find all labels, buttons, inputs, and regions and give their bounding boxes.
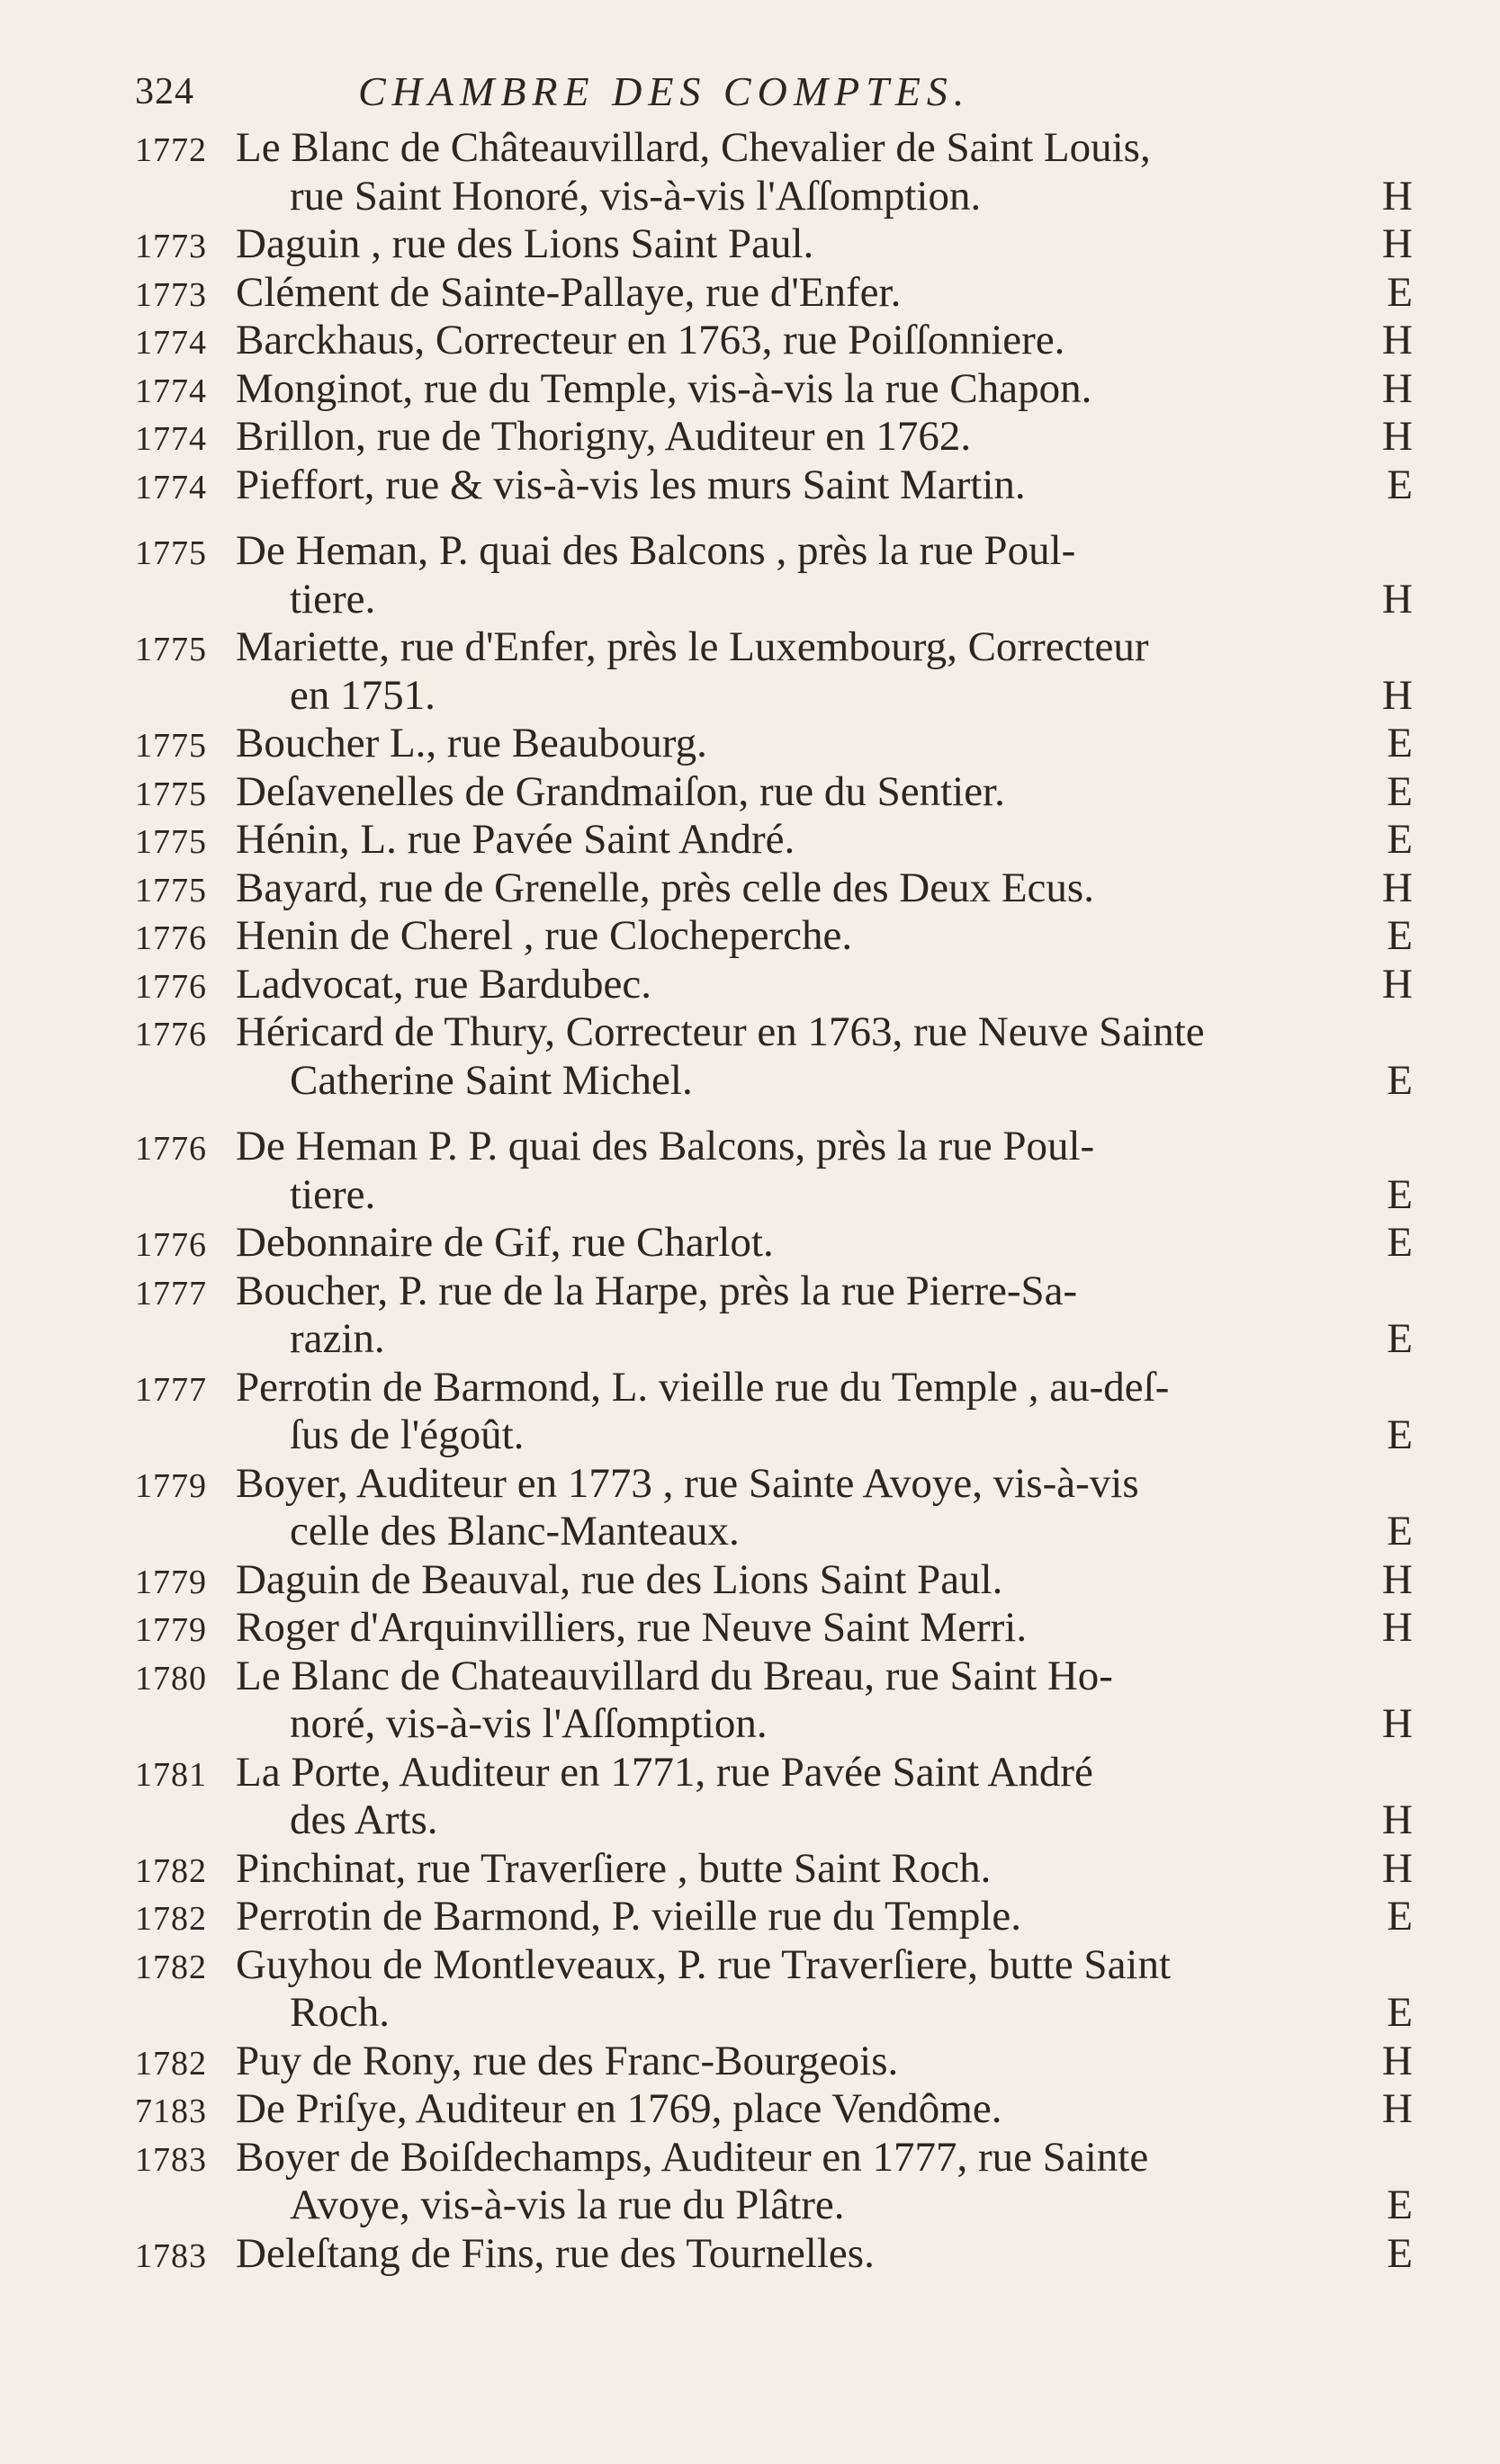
entry-text: La Porte, Auditeur en 1771, rue Pavée Saint André bbox=[236, 1748, 1093, 1796]
entry-text: tiere. bbox=[290, 575, 376, 623]
entry-text: Daguin , rue des Lions Saint Paul. bbox=[236, 220, 814, 267]
entry-text: razin. bbox=[290, 1315, 385, 1362]
list-item bbox=[135, 461, 1413, 510]
list-item bbox=[135, 2230, 1413, 2279]
list-item bbox=[135, 1460, 1413, 1556]
entry-text: Boucher L., rue Beaubourg. bbox=[236, 720, 707, 766]
entry-text: noré, vis-à-vis l'Aſſomption. bbox=[290, 1700, 768, 1747]
entry-text: Henin de Cherel , rue Clocheperche. bbox=[236, 912, 853, 959]
entry-mark: H bbox=[1382, 1555, 1413, 1603]
entry-mark: E bbox=[1387, 1170, 1413, 1218]
entry-continuation-line bbox=[135, 1508, 1413, 1556]
entry-text: Avoye, vis-à-vis la rue du Plâtre. bbox=[290, 2182, 845, 2228]
entry-mark: H bbox=[1382, 220, 1413, 267]
entry-first-line bbox=[135, 961, 1413, 1009]
list-item bbox=[135, 768, 1413, 817]
entry-continuation-line bbox=[135, 1700, 1413, 1749]
entry-text: Puy de Rony, rue des Franc-Bourgeois. bbox=[236, 2037, 899, 2084]
entry-first-line bbox=[135, 1941, 1413, 1990]
list-item bbox=[135, 317, 1413, 365]
list-item bbox=[135, 365, 1413, 414]
entry-text: tiere. bbox=[290, 1170, 376, 1218]
entry-text: Bayard, rue de Grenelle, près celle des Deux Ecus. bbox=[236, 864, 1094, 911]
entry-year: 1782 bbox=[135, 2044, 207, 2083]
entry-first-line bbox=[135, 269, 1413, 318]
entry-continuation-line bbox=[135, 1989, 1413, 2038]
entry-text: Catherine Saint Michel. bbox=[290, 1056, 693, 1104]
entry-mark: E bbox=[1387, 1219, 1413, 1266]
entry-text: Roger d'Arquinvilliers, rue Neuve Saint Merri. bbox=[236, 1604, 1028, 1651]
entry-mark: H bbox=[1382, 575, 1413, 623]
entry-spacer bbox=[135, 1105, 1413, 1123]
entry-year: 1774 bbox=[135, 372, 207, 410]
entry-text: Deſavenelles de Grandmaiſon, rue du Sentier. bbox=[236, 767, 1005, 815]
entry-mark: E bbox=[1387, 268, 1413, 316]
entry-mark: H bbox=[1382, 1844, 1413, 1892]
list-item bbox=[135, 1268, 1413, 1364]
entry-continuation-line bbox=[135, 576, 1413, 624]
entry-text: Brillon, rue de Thorigny, Auditeur en 1762. bbox=[236, 413, 972, 460]
list-item bbox=[135, 816, 1413, 865]
entry-text: De Heman P. P. quai des Balcons, près la rue Poul- bbox=[236, 1123, 1095, 1169]
entry-first-line bbox=[135, 720, 1413, 768]
entry-first-line bbox=[135, 461, 1413, 510]
entry-text: Mariette, rue d'Enfer, près le Luxembourg, Correcteur bbox=[236, 623, 1149, 670]
entry-mark: E bbox=[1387, 912, 1413, 959]
entry-text: des Arts. bbox=[290, 1796, 438, 1843]
page-title: CHAMBRE DES COMPTES. bbox=[358, 68, 971, 114]
entry-year: 1782 bbox=[135, 1851, 207, 1890]
entry-first-line bbox=[135, 816, 1413, 865]
entry-text: Daguin de Beauval, rue des Lions Saint Paul. bbox=[236, 1555, 1003, 1603]
entry-text: Pieffort, rue & vis-à-vis les murs Saint Martin. bbox=[236, 461, 1026, 508]
entry-continuation-line bbox=[135, 2182, 1413, 2230]
entry-mark: H bbox=[1382, 671, 1413, 719]
entry-continuation-line bbox=[135, 173, 1413, 221]
entry-text: Le Blanc de Chateauvillard du Breau, rue Saint Ho- bbox=[236, 1652, 1113, 1699]
entry-mark: H bbox=[1382, 172, 1413, 220]
list-item bbox=[135, 623, 1413, 720]
entry-year: 1776 bbox=[135, 1130, 207, 1168]
entry-first-line bbox=[135, 1604, 1413, 1653]
entry-text: Debonnaire de Gif, rue Charlot. bbox=[236, 1219, 774, 1266]
entry-first-line bbox=[135, 1653, 1413, 1701]
entry-first-line bbox=[135, 1123, 1413, 1171]
entry-year: 1774 bbox=[135, 468, 207, 506]
entry-text: Boyer, Auditeur en 1773 , rue Sainte Avoye, vis-à-vis bbox=[236, 1459, 1139, 1507]
entry-text: rue Saint Honoré, vis-à-vis l'Aſſomption. bbox=[290, 172, 982, 220]
entry-mark: H bbox=[1382, 317, 1413, 363]
entry-year: 1775 bbox=[135, 631, 207, 668]
entry-year: 1777 bbox=[135, 1370, 207, 1409]
entry-first-line bbox=[135, 365, 1413, 414]
entry-continuation-line bbox=[135, 672, 1413, 721]
entry-text: Monginot, rue du Temple, vis-à-vis la rue Chapon. bbox=[236, 364, 1092, 412]
list-item bbox=[135, 1219, 1413, 1268]
entry-first-line bbox=[135, 527, 1413, 576]
list-item bbox=[135, 2134, 1413, 2230]
entry-first-line bbox=[135, 1749, 1413, 1797]
entry-continuation-line bbox=[135, 1411, 1413, 1460]
entry-year: 1774 bbox=[135, 420, 207, 458]
page-number: 324 bbox=[135, 71, 194, 112]
entry-year: 1776 bbox=[135, 1016, 207, 1053]
entry-year: 1773 bbox=[135, 228, 207, 265]
entry-first-line bbox=[135, 1364, 1413, 1412]
entry-text: ſus de l'égoût. bbox=[290, 1411, 525, 1458]
entry-year: 1775 bbox=[135, 775, 207, 813]
entry-first-line bbox=[135, 1008, 1413, 1057]
entry-text: Ladvocat, rue Bardubec. bbox=[236, 960, 651, 1008]
entry-text: Roch. bbox=[290, 1989, 390, 2036]
entry-year: 1774 bbox=[135, 324, 207, 362]
entry-mark: H bbox=[1382, 364, 1413, 412]
entry-text: Le Blanc de Châteauvillard, Chevalier de Saint Louis, bbox=[236, 124, 1151, 171]
list-item bbox=[135, 527, 1413, 623]
entry-first-line bbox=[135, 623, 1413, 672]
entry-text: Boucher, P. rue de la Harpe, près la rue Pierre-Sa- bbox=[236, 1267, 1078, 1314]
list-item bbox=[135, 1941, 1413, 2038]
entry-text: Boyer de Boiſdechamps, Auditeur en 1777, rue Sainte bbox=[236, 2133, 1149, 2181]
entry-year: 1777 bbox=[135, 1274, 207, 1313]
list-item bbox=[135, 1893, 1413, 1941]
entry-mark: H bbox=[1382, 864, 1413, 911]
entry-mark: E bbox=[1387, 461, 1413, 508]
entry-year: 1775 bbox=[135, 823, 207, 861]
entry-mark: H bbox=[1382, 1796, 1413, 1843]
list-item bbox=[135, 1556, 1413, 1605]
entry-year: 1782 bbox=[135, 1900, 207, 1938]
entry-first-line bbox=[135, 317, 1413, 365]
entry-first-line bbox=[135, 1268, 1413, 1316]
list-item bbox=[135, 1364, 1413, 1460]
entry-text: Clément de Sainte-Pallaye, rue d'Enfer. bbox=[236, 268, 902, 316]
list-item bbox=[135, 1653, 1413, 1749]
entry-first-line bbox=[135, 2085, 1413, 2134]
entry-first-line bbox=[135, 768, 1413, 817]
list-item bbox=[135, 1008, 1413, 1105]
entry-first-line bbox=[135, 912, 1413, 961]
entry-mark: E bbox=[1387, 1989, 1413, 2036]
entry-year: 1779 bbox=[135, 1466, 207, 1505]
entry-mark: H bbox=[1382, 1700, 1413, 1747]
entry-year: 1781 bbox=[135, 1755, 207, 1794]
entry-year: 1776 bbox=[135, 919, 207, 957]
entry-first-line bbox=[135, 1460, 1413, 1509]
entry-text: Guyhou de Montleveaux, P. rue Traverſiere, butte Saint bbox=[236, 1940, 1172, 1988]
list-item bbox=[135, 124, 1413, 220]
entry-year: 1776 bbox=[135, 967, 207, 1006]
entry-mark: E bbox=[1387, 816, 1413, 863]
entry-first-line bbox=[135, 413, 1413, 461]
entry-first-line bbox=[135, 124, 1413, 173]
entry-year: 1779 bbox=[135, 1611, 207, 1649]
list-item bbox=[135, 961, 1413, 1009]
entry-year: 1783 bbox=[135, 2236, 207, 2275]
entry-first-line bbox=[135, 1219, 1413, 1268]
entry-year: 1775 bbox=[135, 871, 207, 909]
entry-mark: E bbox=[1387, 1893, 1413, 1940]
list-item bbox=[135, 2038, 1413, 2086]
list-item bbox=[135, 1845, 1413, 1894]
list-item bbox=[135, 865, 1413, 913]
entry-first-line bbox=[135, 1845, 1413, 1894]
entry-text: Hénin, L. rue Pavée Saint André. bbox=[236, 816, 795, 863]
entry-text: en 1751. bbox=[290, 671, 436, 719]
list-item bbox=[135, 720, 1413, 768]
entry-mark: E bbox=[1387, 1508, 1413, 1555]
entry-mark: E bbox=[1387, 720, 1413, 766]
entry-first-line bbox=[135, 1556, 1413, 1605]
entry-year: 1773 bbox=[135, 275, 207, 314]
list-item bbox=[135, 1123, 1413, 1219]
entry-first-line bbox=[135, 2038, 1413, 2086]
list-item bbox=[135, 1604, 1413, 1653]
entry-mark: E bbox=[1387, 1315, 1413, 1362]
list-item bbox=[135, 269, 1413, 318]
list-item bbox=[135, 220, 1413, 269]
running-head bbox=[135, 65, 1413, 119]
entry-text: Perrotin de Barmond, L. vieille rue du Temple , au-deſ- bbox=[236, 1363, 1170, 1411]
list-item bbox=[135, 1749, 1413, 1845]
entry-text: celle des Blanc-Manteaux. bbox=[290, 1508, 740, 1555]
entry-year: 1780 bbox=[135, 1659, 207, 1698]
entry-text: De Priſye, Auditeur en 1769, place Vendôme. bbox=[236, 2085, 1002, 2132]
entry-text: Perrotin de Barmond, P. vieille rue du Temple. bbox=[236, 1893, 1022, 1940]
entry-text: Deleſtang de Fins, rue des Tournelles. bbox=[236, 2229, 875, 2277]
list-item bbox=[135, 2085, 1413, 2134]
entry-list bbox=[135, 124, 1413, 2278]
list-item bbox=[135, 912, 1413, 961]
entry-mark: E bbox=[1387, 767, 1413, 815]
entry-text: Pinchinat, rue Traverſiere , butte Saint Roch. bbox=[236, 1844, 992, 1892]
entry-first-line bbox=[135, 2134, 1413, 2182]
entry-mark: E bbox=[1387, 2229, 1413, 2277]
entry-first-line bbox=[135, 1893, 1413, 1941]
entry-mark: E bbox=[1387, 2182, 1413, 2228]
entry-spacer bbox=[135, 509, 1413, 527]
entry-continuation-line bbox=[135, 1796, 1413, 1845]
entry-text: Barckhaus, Correcteur en 1763, rue Poiſſonniere. bbox=[236, 317, 1065, 363]
entry-text: De Heman, P. quai des Balcons , près la rue Poul- bbox=[236, 527, 1076, 574]
entry-text: Héricard de Thury, Correcteur en 1763, rue Neuve Sainte bbox=[236, 1008, 1205, 1055]
entry-continuation-line bbox=[135, 1171, 1413, 1220]
entry-mark: H bbox=[1382, 960, 1413, 1008]
entry-year: 1783 bbox=[135, 2140, 207, 2179]
entry-mark: E bbox=[1387, 1056, 1413, 1104]
entry-mark: H bbox=[1382, 1604, 1413, 1651]
list-item bbox=[135, 413, 1413, 461]
entry-continuation-line bbox=[135, 1057, 1413, 1106]
entry-year: 1775 bbox=[135, 727, 207, 765]
entry-first-line bbox=[135, 2230, 1413, 2279]
entry-continuation-line bbox=[135, 1315, 1413, 1364]
entry-mark: H bbox=[1382, 2037, 1413, 2084]
entry-first-line bbox=[135, 220, 1413, 269]
entry-year: 7183 bbox=[135, 2092, 207, 2130]
entry-year: 1775 bbox=[135, 534, 207, 572]
entry-mark: H bbox=[1382, 2085, 1413, 2132]
entry-year: 1776 bbox=[135, 1226, 207, 1264]
entry-first-line bbox=[135, 865, 1413, 913]
entry-mark: E bbox=[1387, 1411, 1413, 1458]
entry-mark: H bbox=[1382, 413, 1413, 460]
entry-year: 1779 bbox=[135, 1563, 207, 1601]
entry-year: 1772 bbox=[135, 131, 207, 169]
entry-year: 1782 bbox=[135, 1948, 207, 1986]
